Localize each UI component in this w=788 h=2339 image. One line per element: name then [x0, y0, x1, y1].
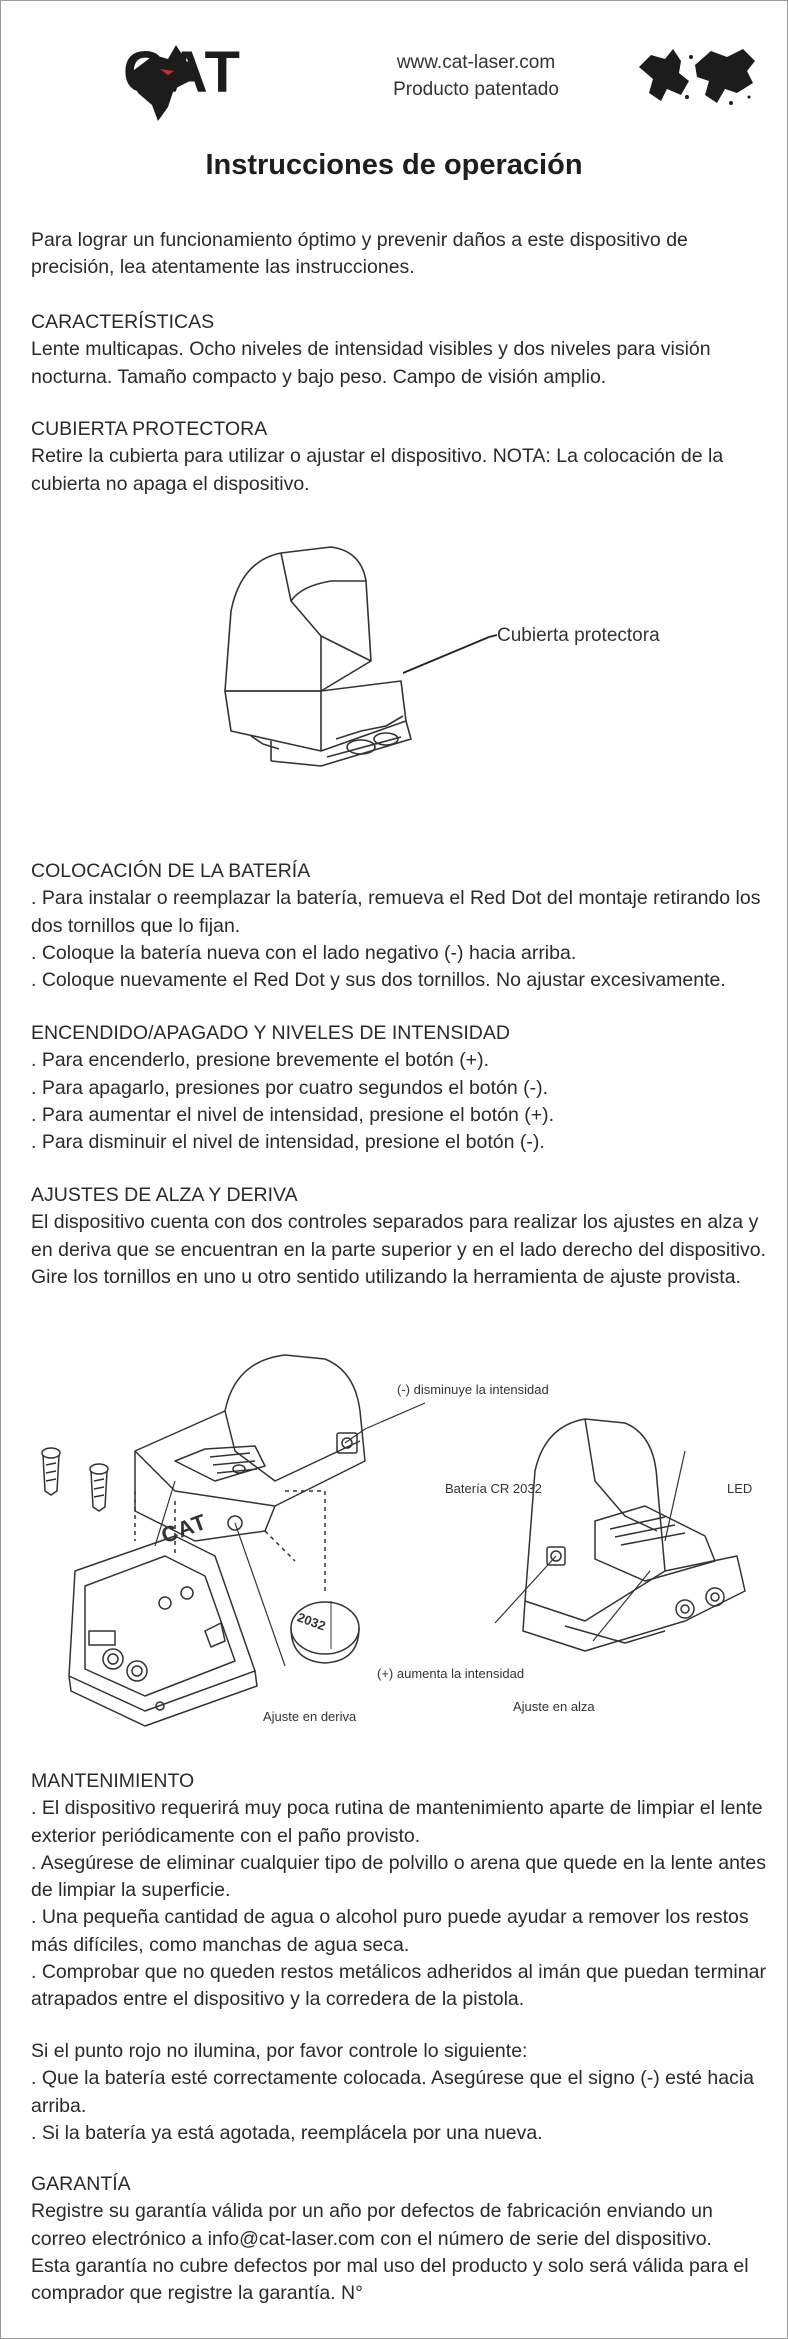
troubleshoot-line: . Que la batería esté correctamente colocada. Asegúrese que el signo (-) esté hacia arriba. — [31, 2067, 754, 2117]
cover-text: Retire la cubierta para utilizar o ajustar el dispositivo. NOTA: La colocación de la cubierta no apaga el dispositivo. — [31, 445, 724, 495]
battery-section — [31, 858, 771, 994]
islands-map-icon — [631, 37, 761, 117]
windage-adjust-label: Ajuste en deriva — [263, 1709, 357, 1724]
led-label: LED — [727, 1481, 753, 1496]
battery-line: . Para instalar o reemplazar la batería, remueva el Red Dot del montaje retirando los dos tornillos que lo fijan. — [31, 887, 761, 937]
page-title: Instrucciones de operación — [205, 149, 583, 181]
warranty-section — [31, 2171, 771, 2307]
elevation-adjust-label: Ajuste en alza — [513, 1699, 595, 1714]
battery-engraving-text: 2032 — [295, 1609, 328, 1634]
power-line: . Para disminuir el nivel de intensidad, presione el botón (-). — [31, 1131, 545, 1154]
troubleshoot-line: . Si la batería ya está agotada, reemplácela por una nueva. — [31, 2121, 543, 2144]
maintenance-line: . Comprobar que no queden restos metálicos adheridos al imán que puedan terminar atrapados entre el dispositivo y la corredera de la pistola. — [31, 1961, 766, 2011]
battery-line: . Coloque la batería nueva con el lado negativo (-) hacia arriba. — [31, 941, 577, 964]
features-heading: CARACTERÍSTICAS — [31, 311, 215, 333]
cover-heading: CUBIERTA PROTECTORA — [31, 418, 268, 440]
warranty-heading: GARANTÍA — [31, 2173, 131, 2195]
troubleshoot-intro: Si el punto rojo no ilumina, por favor controle lo siguiente: — [31, 2040, 528, 2062]
power-line: . Para aumentar el nivel de intensidad, presione el botón (+). — [31, 1103, 555, 1126]
header-info — [361, 49, 591, 103]
cover-section — [31, 416, 771, 498]
battery-model-label: Batería CR 2032 — [445, 1481, 542, 1496]
minus-button-label: (-) disminuye la intensidad — [397, 1382, 549, 1397]
features-section — [31, 309, 771, 391]
intro-paragraph — [31, 227, 771, 282]
maintenance-line: . Asegúrese de eliminar cualquier tipo de polvillo o arena que quede en la lente antes de limpiar la superficie. — [31, 1851, 767, 1902]
patent-note: Producto patentado — [393, 79, 559, 100]
adjust-heading: AJUSTES DE ALZA Y DERIVA — [31, 1184, 298, 1206]
maintenance-heading: MANTENIMIENTO — [31, 1770, 195, 1792]
website-link[interactable]: www.cat-laser.com — [396, 52, 556, 73]
adjust-section — [31, 1182, 771, 1291]
adjust-text: El dispositivo cuenta con dos controles separados para realizar los ajustes en alza y en deriva que se encuentran en la parte superior y en el lado derecho del dispositivo. Gire los tornillos en uno u otro sentido utilizando la herramienta de ajuste provista. — [31, 1211, 766, 1288]
screw-icon — [90, 1464, 108, 1511]
cover-leader-line — [401, 621, 501, 681]
power-line: . Para apagarlo, presiones por cuatro segundos el botón (-). — [31, 1076, 549, 1099]
screw-icon — [42, 1448, 60, 1495]
brand-name: CAT — [123, 40, 241, 105]
warranty-text: Registre su garantía válida por un año por defectos de fabricación enviando un correo electrónico a info@cat-laser.com con el número de serie del dispositivo. — [31, 2200, 713, 2250]
power-heading: ENCENDIDO/APAGADO Y NIVELES DE INTENSIDAD — [31, 1022, 510, 1044]
power-section — [31, 1020, 771, 1156]
maintenance-line: . Una pequeña cantidad de agua o alcohol puro puede ayudar a remover los restos más difíciles, como manchas de agua seca. — [31, 1906, 749, 1956]
plus-button-label: (+) aumenta la intensidad — [377, 1666, 525, 1681]
maintenance-line: . El dispositivo requerirá muy poca rutina de mantenimiento aparte de limpiar el lente exterior periódicamente con el paño provisto. — [31, 1797, 763, 1847]
troubleshoot-section — [31, 2038, 771, 2147]
power-line: . Para encenderlo, presione brevemente el botón (+). — [31, 1049, 489, 1072]
battery-line: . Coloque nuevamente el Red Dot y sus dos tornillos. No ajustar excesivamente. — [31, 969, 726, 992]
features-text: Lente multicapas. Ocho niveles de intensidad visibles y dos niveles para visión nocturna. Tamaño compacto y bajo peso. Campo de visión amplio. — [31, 338, 711, 388]
cover-figure-label: Cubierta protectora — [497, 625, 660, 646]
warranty-text: Esta garantía no cubre defectos por mal uso del producto y solo será válida para el comprador que registre la garantía. N° — [31, 2254, 749, 2305]
intro-text: Para lograr un funcionamiento óptimo y prevenir daños a este dispositivo de precisión, lea atentamente las instrucciones. — [31, 229, 688, 279]
battery-heading: COLOCACIÓN DE LA BATERÍA — [31, 860, 311, 882]
protective-cover-illustration — [211, 541, 511, 831]
mount-brand-text: CAT — [157, 1508, 211, 1549]
maintenance-section — [31, 1768, 771, 2014]
